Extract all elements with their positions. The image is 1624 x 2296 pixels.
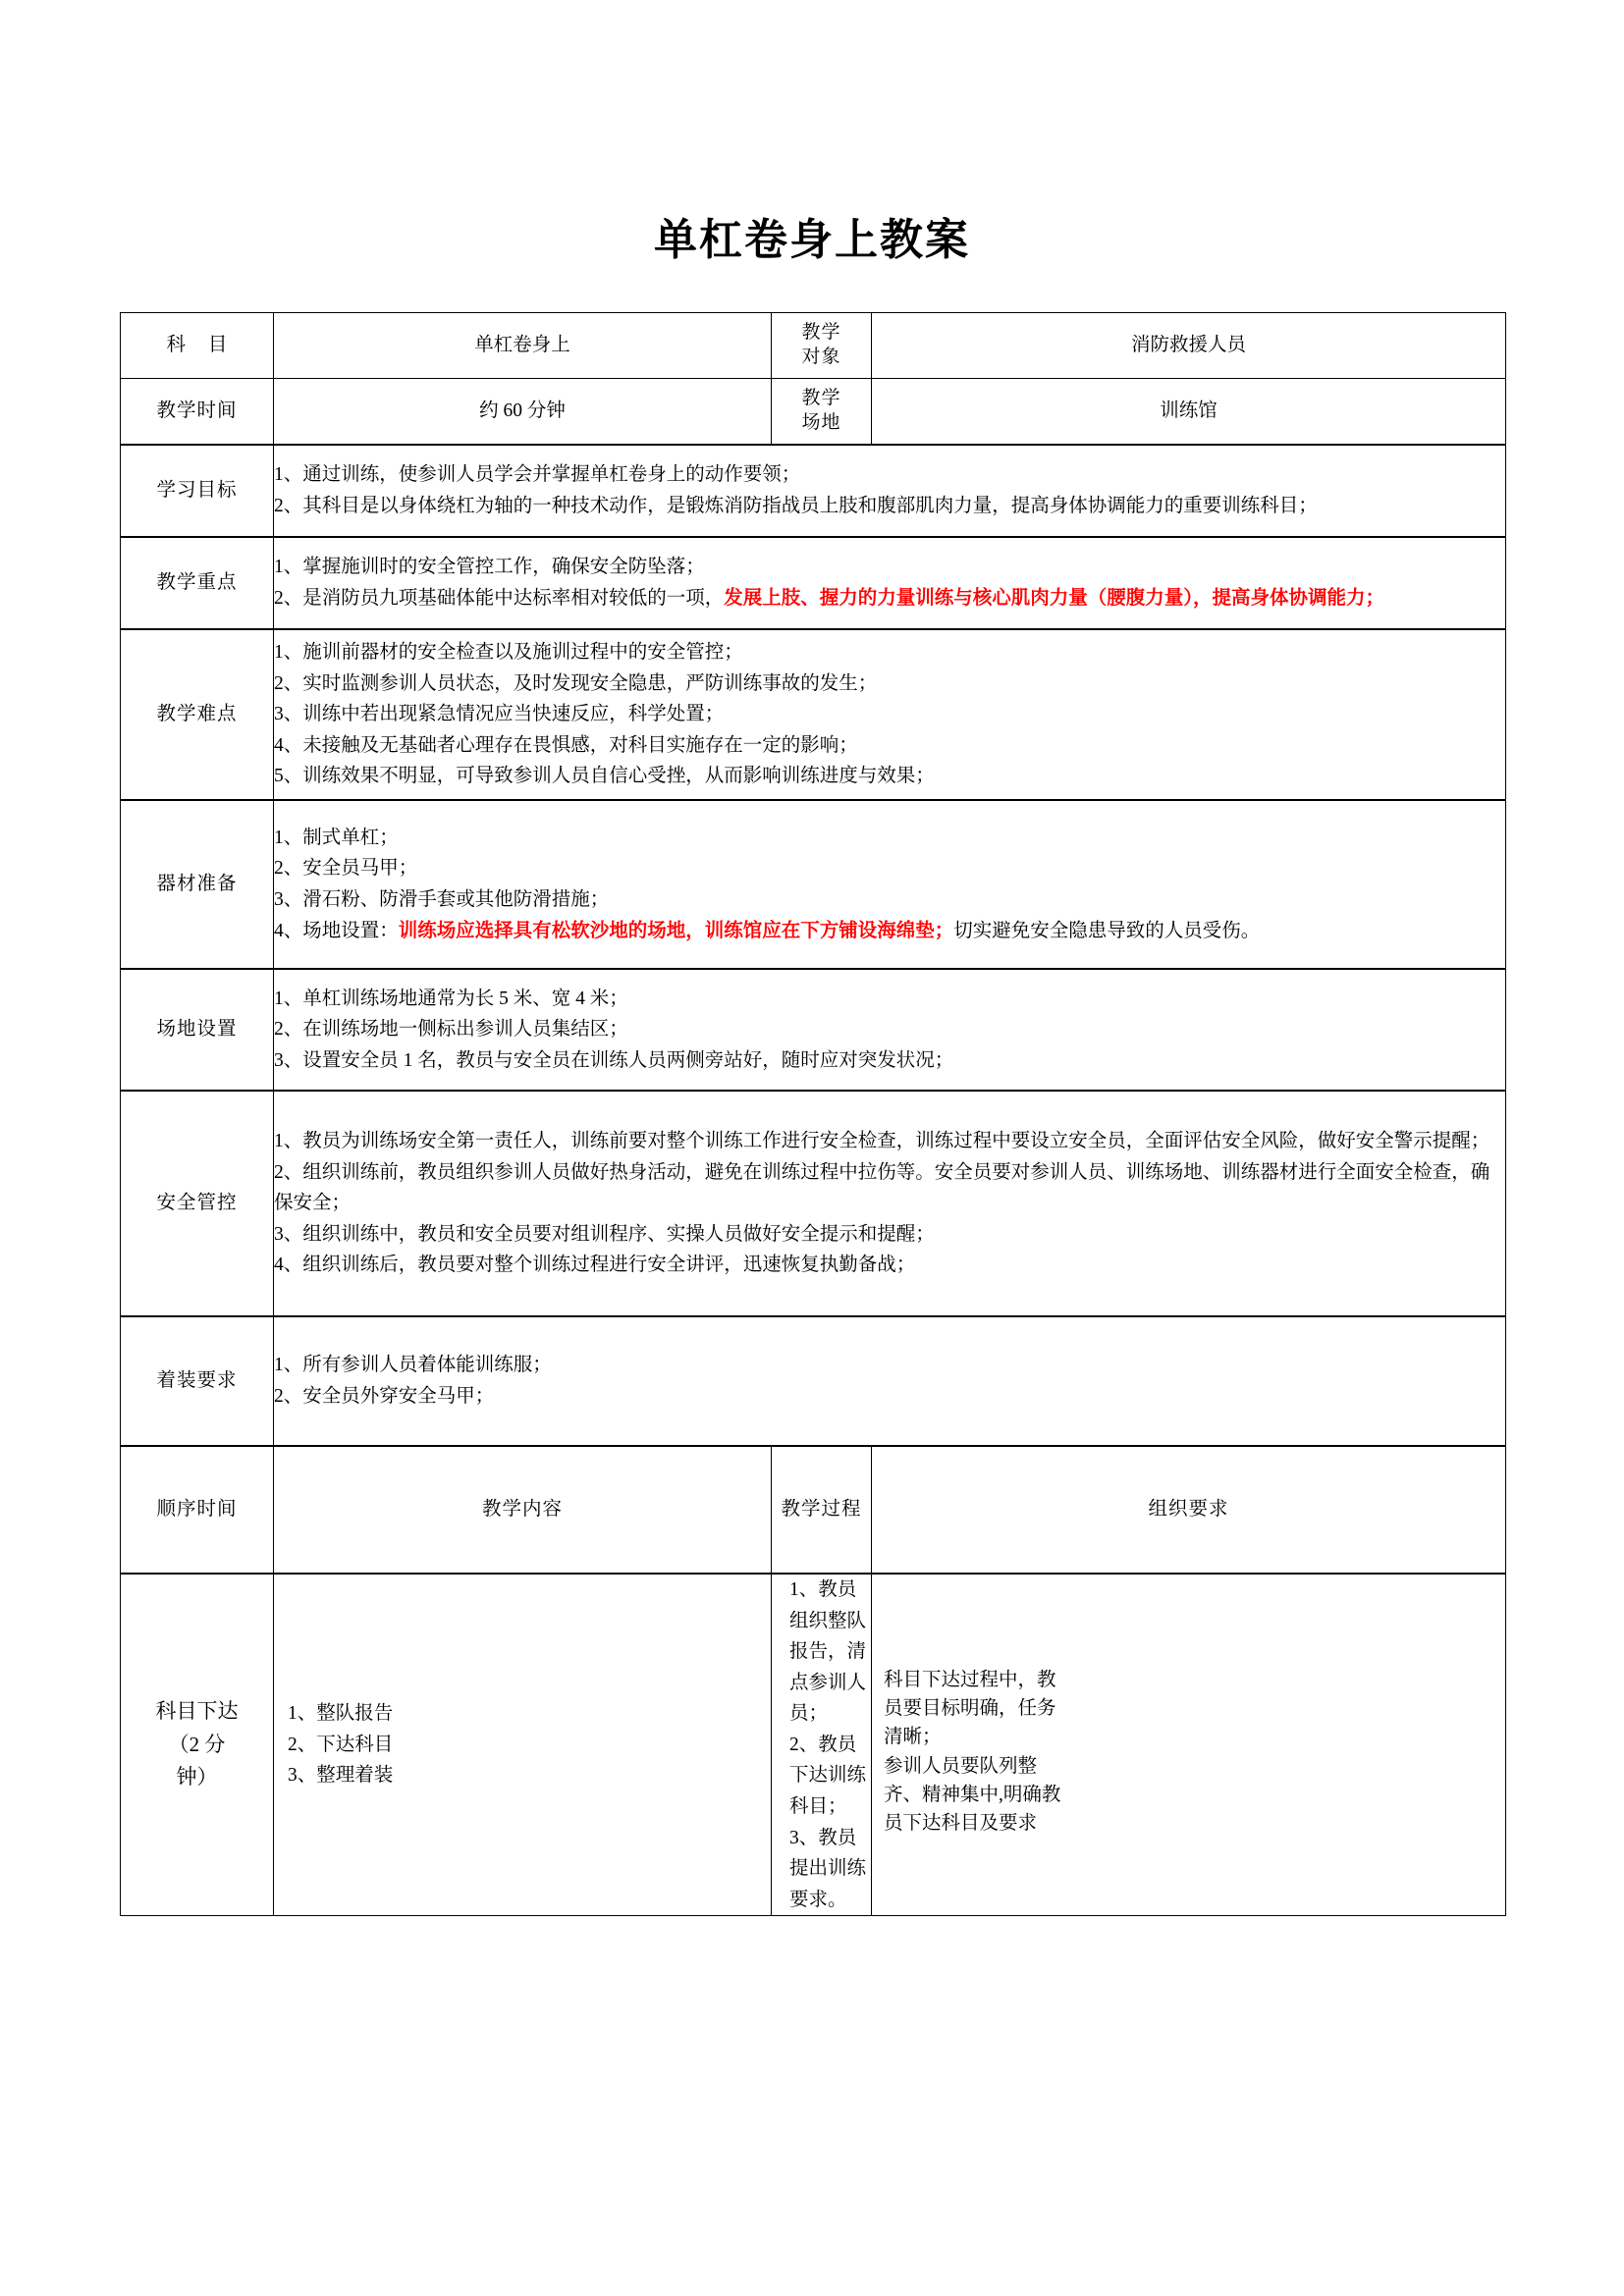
cell-safety-control [274,1091,1506,1316]
cell-site-setup [274,969,1506,1091]
label-learning-objectives: 学习目标 [121,445,274,537]
label-subject: 科 目 [121,313,274,379]
list-item: 参训人员要队列整 [884,1755,1038,1777]
list-item: 1、掌握施训时的安全管控工作，确保安全防坠落； [274,557,705,578]
cell-equipment [274,800,1506,969]
text-black: 2、是消防员九项基础体能中达标率相对较低的一项， [274,588,725,609]
list-item: 1、施训前器材的安全检查以及施训过程中的安全管控； [274,642,743,664]
table-row [121,379,1506,446]
label-safety-control: 安全管控 [121,1091,274,1316]
value-venue: 训练馆 [872,379,1506,446]
list-item: 2、安全员马甲； [274,858,418,880]
cell-teaching-process [772,1574,872,1916]
table-row-difficult-points [121,629,1506,800]
list-item: 2、组织训练前，教员组织参训人员做好热身活动，避免在训练过程中拉伤等。安全员要对参训人员、训练场地、训练器材进行全面安全检查，确保安全； [274,1161,1490,1214]
text-black: 切实避免安全隐患导致的人员受伤。 [953,920,1261,941]
list-item: 5、训练效果不明显，可导致参训人员自信心受挫，从而影响训练进度与效果； [274,766,935,787]
list-item: 1、整队报告 [288,1703,394,1725]
sequence-time-line2: （2 分 [168,1732,226,1756]
label-dress-code: 着装要求 [121,1316,274,1446]
label-audience-line1: 教学 [801,322,841,344]
list-item: 员下达科目及要求 [884,1813,1038,1835]
list-item: 1、教员组织整队报告，清点参训人员； [789,1579,867,1725]
table-row [121,313,1506,379]
list-item: 科目下达过程中，教 [884,1669,1056,1690]
list-item: 3、设置安全员 1 名，教员与安全员在训练人员两侧旁站好，随时应对突发状况； [274,1049,954,1071]
label-equipment: 器材准备 [121,800,274,969]
cell-difficult-points [274,629,1506,800]
header-teaching-process: 教学过程 [772,1446,872,1574]
cell-teaching-content [274,1574,772,1916]
list-item: 3、整理着装 [288,1765,394,1787]
list-item: 4、未接触及无基础者心理存在畏惧感，对科目实施存在一定的影响； [274,734,858,756]
cell-sequence-time [121,1574,274,1916]
list-item: 1、所有参训人员着体能训练服； [274,1355,552,1376]
label-site-setup: 场地设置 [121,969,274,1091]
cell-learning-objectives [274,445,1506,537]
sequence-time-line1: 科目下达 [155,1699,239,1724]
list-item: 3、滑石粉、防滑手套或其他防滑措施； [274,889,610,910]
list-item: 员要目标明确，任务 [884,1698,1056,1720]
list-item: 齐、精神集中,明确教 [884,1784,1061,1805]
label-audience-line2: 对象 [801,347,841,367]
list-item: 2、安全员外穿安全马甲； [274,1386,495,1407]
cell-key-points [274,537,1506,629]
header-organization-requirements: 组织要求 [872,1446,1506,1574]
text-black: 4、场地设置： [274,920,399,941]
list-item: 1、教员为训练场安全第一责任人，训练前要对整个训练工作进行安全检查，训练过程中要设立安全员，全面评估安全风险，做好安全警示提醒； [274,1131,1490,1152]
label-key-points: 教学重点 [121,537,274,629]
list-item: 3、组织训练中，教员和安全员要对组训程序、实操人员做好安全提示和提醒； [274,1223,935,1245]
list-item: 2、下达科目 [288,1734,394,1755]
cell-organization-requirements [872,1574,1506,1916]
sequence-time-line3: 钟） [176,1765,218,1789]
list-item: 2、教员下达训练科目； [789,1734,867,1818]
list-item: 1、通过训练，使参训人员学会并掌握单杠卷身上的动作要领； [274,464,801,486]
process-table-row [121,1574,1506,1916]
lesson-plan-table [120,312,1506,1916]
list-item: 4、组织训练后，教员要对整个训练过程进行安全讲评，迅速恢复执勤备战； [274,1255,916,1276]
table-row-site-setup [121,969,1506,1091]
table-row-dress-code [121,1316,1506,1446]
list-item: 3、训练中若出现紧急情况应当快速反应，科学处置； [274,704,725,725]
label-audience [772,313,872,379]
text-highlight-red: 训练场应选择具有松软沙地的场地，训练馆应在下方铺设海绵垫； [398,920,954,941]
value-teaching-time: 约 60 分钟 [274,379,772,446]
value-subject: 单杠卷身上 [274,313,772,379]
value-audience: 消防救援人员 [872,313,1506,379]
list-item: 2、在训练场地一侧标出参训人员集结区； [274,1019,628,1041]
table-row-key-points [121,537,1506,629]
header-teaching-content: 教学内容 [274,1446,772,1574]
cell-dress-code [274,1316,1506,1446]
header-sequence-time: 顺序时间 [121,1446,274,1574]
table-row-learning-objectives [121,445,1506,537]
text-highlight-red: 发展上肢、握力的力量训练与核心肌肉力量（腰腹力量），提高身体协调能力； [724,588,1385,609]
list-item: 1、制式单杠； [274,827,399,848]
label-venue [772,379,872,446]
label-teaching-time: 教学时间 [121,379,274,446]
page-title: 单杠卷身上教案 [654,216,970,264]
list-item [274,916,1505,947]
list-item: 3、教员提出训练要求。 [789,1827,867,1910]
label-venue-line2: 场地 [801,412,841,433]
list-item: 清晰； [884,1727,942,1748]
process-table-header-row [121,1446,1506,1574]
label-venue-line1: 教学 [801,388,841,409]
list-item: 2、其科目是以身体绕杠为轴的一种技术动作，是锻炼消防指战员上肢和腹部肌肉力量，提高身体协调能力的重要训练科目； [274,496,1318,516]
list-item: 1、单杠训练场地通常为长 5 米、宽 4 米； [274,988,628,1009]
table-row-equipment [121,800,1506,969]
list-item [274,583,1505,614]
table-row-safety-control [121,1091,1506,1316]
list-item: 2、实时监测参训人员状态，及时发现安全隐患，严防训练事故的发生； [274,672,878,694]
label-difficult-points: 教学难点 [121,629,274,800]
